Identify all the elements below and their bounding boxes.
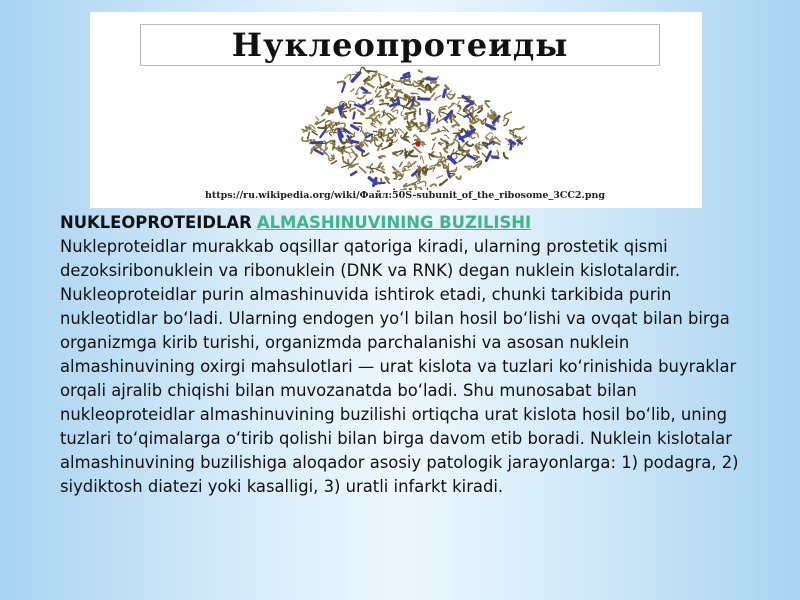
ribosome-structure <box>302 67 526 200</box>
helix-highlight <box>419 99 429 100</box>
ribbon-strand <box>420 108 421 114</box>
figure-title-box <box>140 24 660 66</box>
ribbon-strand <box>389 129 393 133</box>
ribbon-strand <box>349 152 353 157</box>
ribbon-strand <box>436 165 441 166</box>
helix-highlight <box>398 98 399 104</box>
article-heading: NUKLEOPROTEIDLAR <box>60 213 252 232</box>
ribbon-strand <box>357 95 365 98</box>
ribbon-strand <box>393 110 398 114</box>
ribbon-strand <box>397 90 401 92</box>
ribbon-strand <box>414 147 421 153</box>
ribbon-strand <box>485 133 492 138</box>
ribbon-strand <box>446 90 451 94</box>
ribbon-strand <box>385 177 389 183</box>
ribbon-strand <box>476 119 479 123</box>
ribbon-strand <box>350 89 354 92</box>
ribbon-strand <box>440 180 447 186</box>
ribbon-strand <box>345 151 349 153</box>
ribbon-strand <box>411 93 419 94</box>
ribbon-strand <box>379 74 381 82</box>
ribbon-strand <box>418 70 422 72</box>
helix-highlight <box>351 172 356 175</box>
helix-highlight <box>486 152 490 161</box>
ribbon-strand <box>414 114 415 117</box>
ribbon-strand <box>473 133 479 137</box>
helix-highlight <box>352 126 359 130</box>
ribbon-strand <box>392 80 400 82</box>
ribbon-strand <box>345 75 351 80</box>
ribbon-strand <box>350 162 358 165</box>
ribbon-strand <box>375 86 378 92</box>
article-content <box>60 211 760 499</box>
ribbon-strand <box>439 143 444 146</box>
helix-highlight <box>404 73 409 75</box>
ribbon-strand <box>415 184 417 189</box>
ribbon-strand <box>371 124 376 127</box>
ribbon-strand <box>491 110 493 116</box>
ribbon-strand <box>459 157 465 162</box>
ribbon-strand <box>308 132 310 138</box>
ribbon-strand <box>441 139 446 142</box>
ribbon-strand <box>517 127 524 129</box>
ribbon-strand <box>453 130 461 133</box>
ribbon-strand <box>366 118 373 121</box>
helix-highlight <box>379 183 385 184</box>
ribbon-strand <box>495 137 500 142</box>
helix-highlight <box>320 130 325 137</box>
ribbon-strand <box>504 153 508 159</box>
ribbon-strand <box>456 176 460 179</box>
ribbon-strand <box>418 88 425 92</box>
helix-highlight <box>466 103 472 107</box>
ribosome-molecule-image <box>290 64 530 200</box>
ribbon-strand <box>445 85 449 89</box>
helix-highlight <box>458 135 463 142</box>
ribbon-strand <box>435 96 441 100</box>
ribbon-strand <box>366 71 376 72</box>
ribbon-strand <box>421 156 424 163</box>
ribbon-strand <box>321 109 328 116</box>
helix-highlight <box>449 157 455 163</box>
ribbon-strand <box>466 143 473 146</box>
ribbon-strand <box>504 112 511 118</box>
ribbon-strand <box>316 120 325 124</box>
helix-highlight <box>362 88 367 92</box>
ribbon-strand <box>354 123 362 124</box>
figure-source-caption: https://ru.wikipedia.org/wiki/Файл:50S-subunit_of_the_ribosome_3CC2.png <box>145 190 665 201</box>
ribbon-strand <box>446 142 448 147</box>
ribbon-strand <box>378 163 381 168</box>
ribbon-strand <box>430 184 436 186</box>
helix-highlight <box>342 83 345 92</box>
ribbon-strand <box>302 127 307 131</box>
ribbon-strand <box>422 144 426 146</box>
ribbon-strand <box>457 113 464 116</box>
ribbon-strand <box>380 104 389 106</box>
ribbon-strand <box>350 108 355 111</box>
ribbon-strand <box>432 129 440 133</box>
ribbon-strand <box>430 93 435 99</box>
ribbon-strand <box>479 142 480 147</box>
ribbon-strand <box>445 135 449 138</box>
ribbon-strand <box>356 87 360 95</box>
ribbon-strand <box>448 163 456 171</box>
ribbon-strand <box>432 144 435 150</box>
ribbon-strand <box>401 111 403 116</box>
ribbon-strand <box>358 110 364 115</box>
ribbon-strand <box>436 176 442 179</box>
ribbon-strand <box>444 165 448 169</box>
ribbon-strand <box>432 85 439 90</box>
ribbon-strand <box>368 83 374 87</box>
ribbon-strand <box>331 155 334 158</box>
ribbon-strand <box>485 101 489 107</box>
ribbon-strand <box>418 181 426 186</box>
ribbon-strand <box>350 135 354 138</box>
ribbon-strand <box>504 120 508 126</box>
ribbon-strand <box>338 81 344 82</box>
ribbon-strand <box>389 134 395 139</box>
ribbon-strand <box>342 163 350 167</box>
helix-highlight <box>353 112 354 118</box>
ribbon-strand <box>400 162 403 167</box>
ribbon-strand <box>312 132 317 135</box>
helix-highlight <box>429 114 430 125</box>
ribbon-strand <box>444 148 447 152</box>
ribbon-strand <box>318 125 326 128</box>
helix-highlight <box>357 147 364 151</box>
ribosome-figure <box>90 12 702 208</box>
ribbon-strand <box>381 166 384 169</box>
ribbon-strand <box>380 100 383 102</box>
ribbon-strand <box>395 92 397 97</box>
article-heading-link[interactable]: ALMASHINUVINING BUZILISHI <box>256 213 532 232</box>
ribbon-strand <box>392 84 394 88</box>
ribbon-strand <box>429 154 433 156</box>
ribbon-strand <box>449 95 455 97</box>
figure-title: Нуклеопротеиды <box>231 26 569 64</box>
ribbon-strand <box>449 103 454 108</box>
ribbon-strand <box>360 167 366 173</box>
ribbon-strand <box>353 157 357 161</box>
ribbon-strand <box>454 101 459 105</box>
ribbon-strand <box>473 163 481 168</box>
article-body: Nukleproteidlar murakkab oqsillar qatoriga kiradi, ularning prostetik qismi dezoksiribonuklein va ribonuklein (DNK va RNK) degan nuklein kislotalardir. Nukleoproteidlar purin almashinuvida ishtirok etadi, chunki tarkibida purin nukleotidlar boʻladi. Ularning endogen yoʻl bilan hosil boʻlishi va ovqat bilan birga organizmga kirib turishi, organizmda parchalanishi va asosan nuklein almashinuvining oxirgi mahsulotlari — urat kislota va tuzlari koʻrinishida buyraklar orqali ajralib chiqishi bilan muvozanatda boʻladi. Shu munosabat bilan nukleoproteidlar almashinuvining buzilishi ortiqcha urat kislota hosil boʻlib, uning tuzlari toʻqimalarga oʻtirib qolishi bilan birga davom etib boradi. Nuklein kislotalar almashinuvining buzilishiga aloqador asosiy patologik jarayonlarga: 1) podagra, 2) siydiktosh diatezi yoki kasalligi, 3) uratli infarkt kiradi. <box>60 237 739 496</box>
helix-highlight <box>492 157 498 158</box>
helix-highlight <box>339 135 341 141</box>
ribosome-core-marker <box>415 141 420 146</box>
ribbon-strand <box>401 80 403 83</box>
article-heading-line <box>60 211 760 235</box>
ribbon-strand <box>415 105 418 106</box>
helix-highlight <box>444 90 446 97</box>
ribbon-strand <box>316 117 319 120</box>
ribbon-strand <box>433 138 436 140</box>
ribbon-strand <box>343 157 346 163</box>
ribbon-strand <box>470 125 473 128</box>
ribbon-strand <box>331 161 336 164</box>
